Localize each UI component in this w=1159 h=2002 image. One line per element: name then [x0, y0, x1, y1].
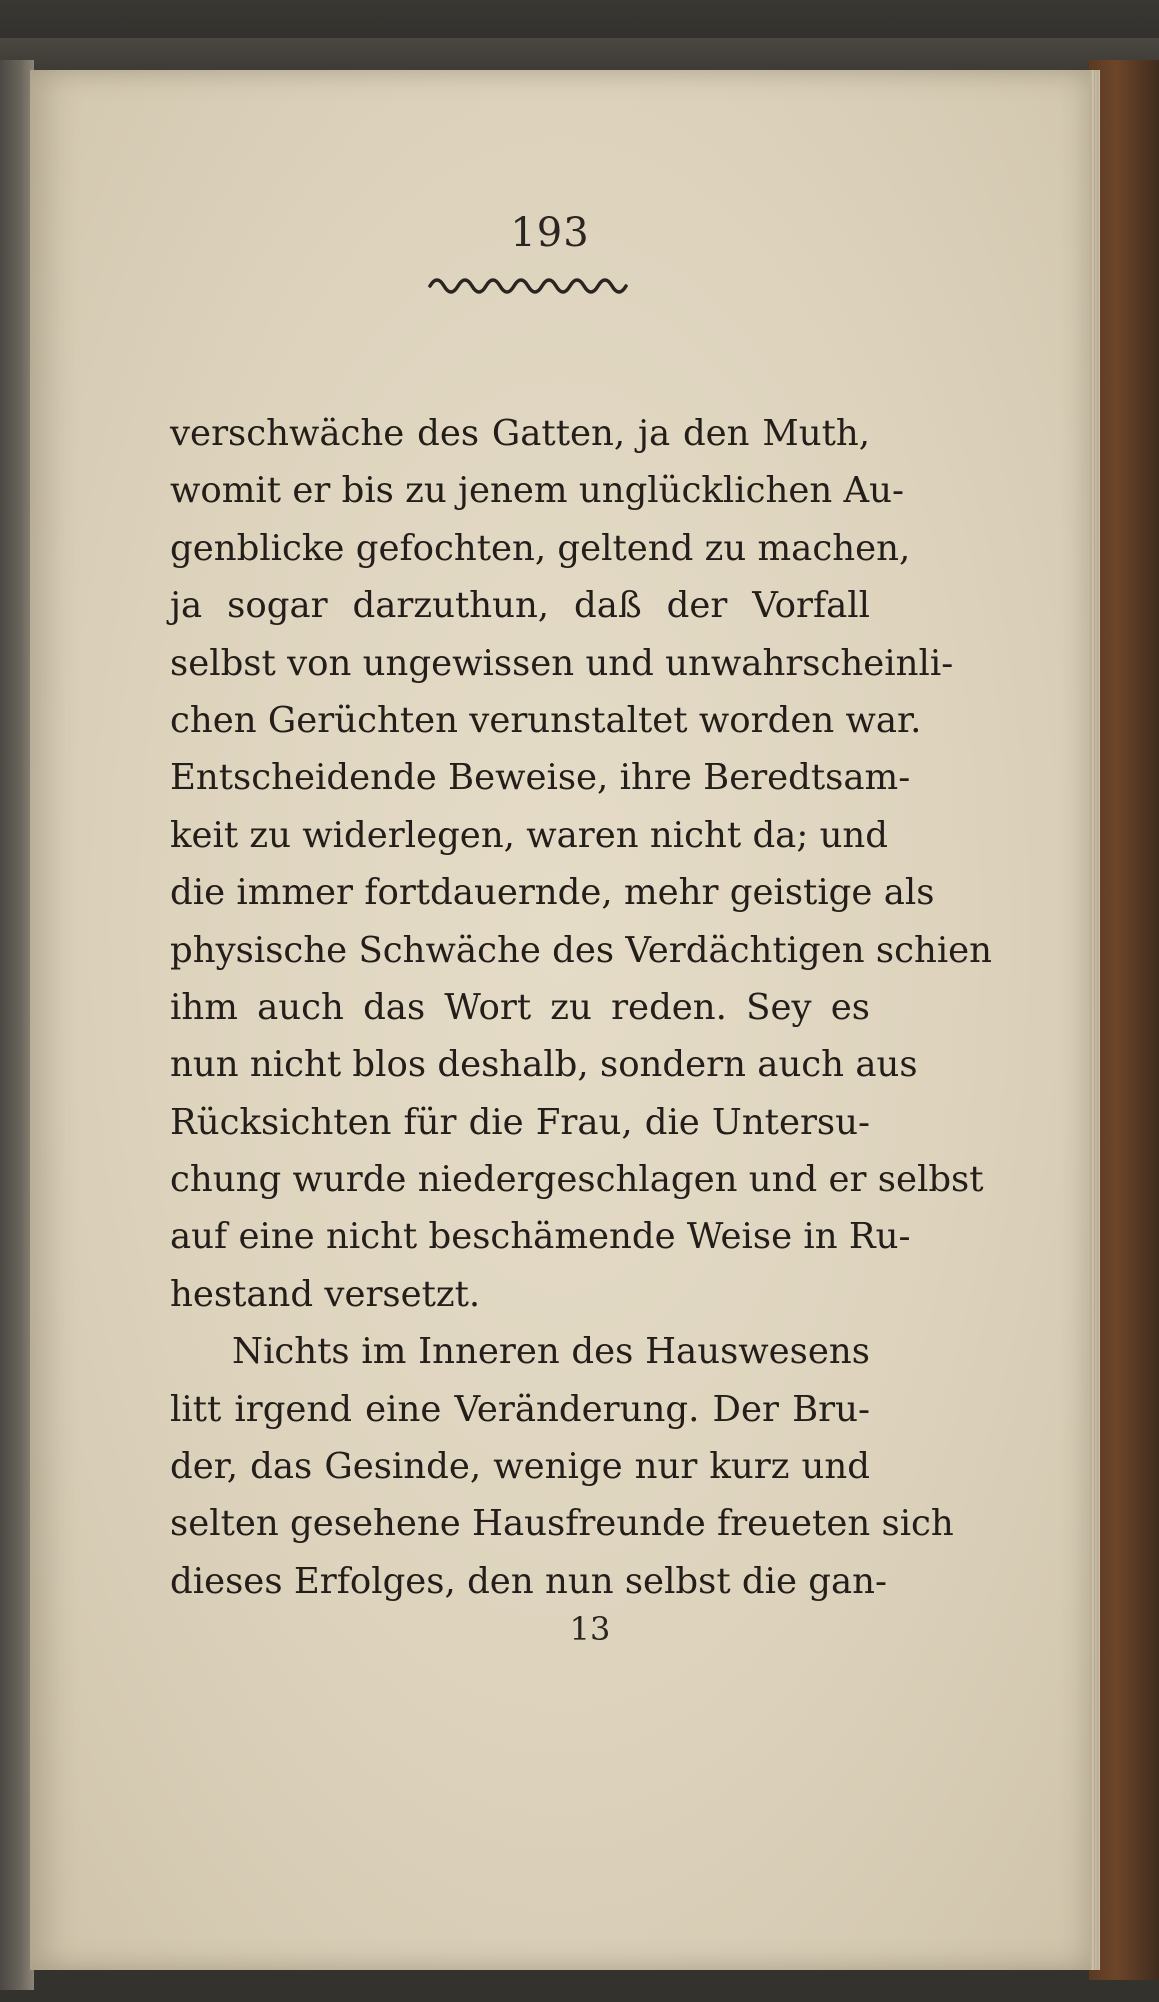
- text-line: chung wurde niedergeschlagen und er selbst: [170, 1159, 984, 1201]
- text-line: ihm auch das Wort zu reden. Sey es: [170, 986, 870, 1028]
- text-line: ja sogar darzuthun, daß der Vorfall: [170, 585, 870, 627]
- text-line-paragraph-start: Nichts im Inneren des Hauswesens: [232, 1331, 870, 1373]
- text-line: physische Schwäche des Verdächtigen schien: [170, 929, 993, 971]
- text-line: litt irgend eine Veränderung. Der Bru-: [170, 1388, 870, 1430]
- text-line: verschwäche des Gatten, ja den Muth,: [170, 413, 870, 454]
- text-line: selten gesehene Hausfreunde freueten sich: [170, 1503, 954, 1545]
- text-line: Rücksichten für die Frau, die Untersu-: [170, 1101, 870, 1143]
- text-line: womit er bis zu jenem unglücklichen Au-: [170, 470, 905, 512]
- signature-mark: 13: [569, 1610, 611, 1648]
- text-line: hestand versetzt.: [170, 1273, 481, 1315]
- text-line: genblicke gefochten, geltend zu machen,: [170, 527, 911, 569]
- page-number: 193: [510, 210, 590, 256]
- wave-ornament-icon: [420, 268, 640, 298]
- text-line: die immer fortdauernde, mehr geistige als: [170, 872, 935, 914]
- text-line: chen Gerüchten verunstaltet worden war.: [170, 699, 922, 741]
- text-line: nun nicht blos deshalb, sondern auch aus: [170, 1044, 918, 1086]
- text-line: der, das Gesinde, wenige nur kurz und: [170, 1446, 870, 1488]
- text-line: Entscheidende Beweise, ihre Beredtsam-: [170, 757, 911, 799]
- text-line: selbst von ungewissen und unwahrscheinli-: [170, 642, 954, 684]
- text-line: auf eine nicht beschämende Weise in Ru-: [170, 1216, 911, 1258]
- book-cover-left-edge: [0, 60, 34, 1990]
- text-line: keit zu widerlegen, waren nicht da; und: [170, 814, 889, 856]
- page-text-body: [170, 405, 993, 1610]
- text-line: dieses Erfolges, den nun selbst die gan-: [170, 1560, 888, 1602]
